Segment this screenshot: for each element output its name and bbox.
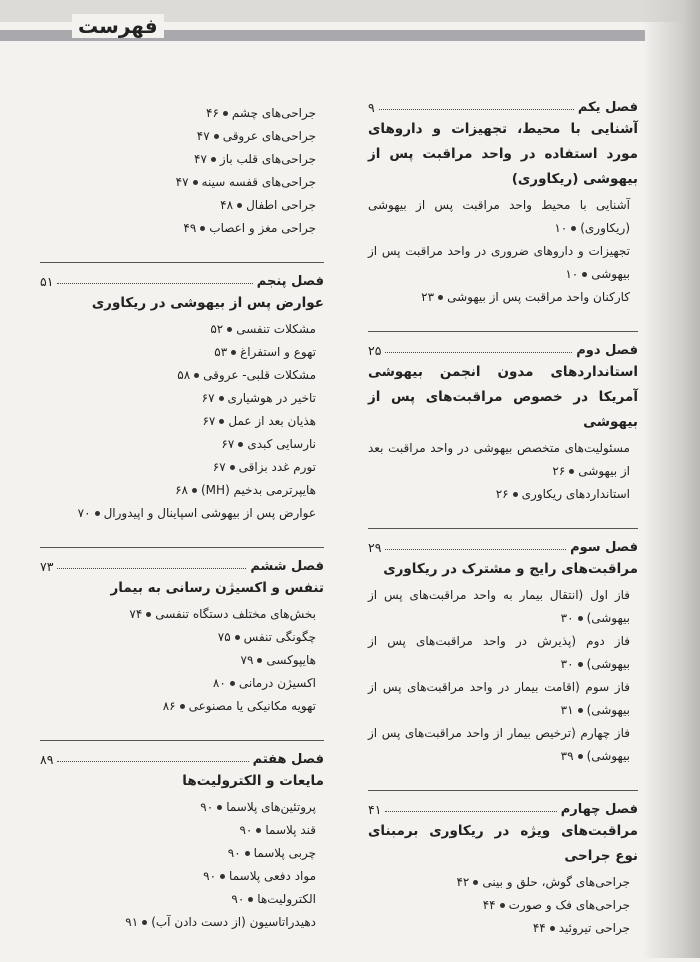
toc-entry[interactable] [40, 796, 316, 819]
toc-entry[interactable] [40, 502, 316, 525]
toc-entry[interactable] [368, 483, 630, 506]
bullet-icon [513, 492, 518, 497]
chapter-label: فصل چهارم [560, 802, 638, 817]
entry-page-number: ۷۰ [77, 506, 91, 520]
entry-text: الکترولیت‌ها [257, 892, 316, 906]
entry-list [368, 194, 638, 309]
chapter-separator [368, 331, 638, 332]
toc-entry[interactable] [40, 603, 316, 626]
chapter-page-number: ۲۵ [368, 343, 382, 358]
page-title: فهرست [72, 14, 164, 38]
toc-entry[interactable] [368, 286, 630, 309]
chapter-title: مراقبت‌های ویژه در ریکاوری برمبنای نوع جراحی [368, 823, 638, 864]
entry-page-number: ۵۸ [177, 368, 191, 382]
chapter-title: آشنایی با محیط، تجهیزات و داروهای مورد استفاده در واحد مراقبت پس از بیهوشی (ریکاوری) [368, 121, 638, 187]
entry-list [40, 102, 324, 240]
bullet-icon [217, 805, 222, 810]
entry-text: چربی پلاسما [253, 846, 316, 860]
entry-page-number: ۸۶ [162, 699, 176, 713]
bullet-icon [578, 662, 583, 667]
toc-entry[interactable] [368, 584, 630, 630]
chapter-separator [368, 790, 638, 791]
entry-page-number: ۶۸ [175, 483, 188, 497]
chapter-section [368, 528, 638, 768]
toc-entry[interactable] [40, 194, 316, 217]
toc-entry[interactable] [368, 722, 630, 768]
bullet-icon [211, 157, 216, 162]
chapter-title: عوارض پس از بیهوشی در ریکاوری [91, 295, 324, 311]
chapter-title: تنفس و اکسیژن رسانی به بیمار [110, 580, 324, 596]
entry-text: دهیدراتاسیون (از دست دادن آب) [151, 915, 316, 929]
bullet-icon [230, 681, 235, 686]
entry-page-number: ۹۰ [239, 823, 253, 837]
toc-entry[interactable] [40, 842, 316, 865]
entry-page-number: ۴۸ [220, 198, 234, 212]
bullet-icon [245, 851, 250, 856]
entry-text: مشکلات تنفسی [236, 322, 316, 336]
chapter-label: فصل دوم [576, 343, 638, 358]
dot-leader [385, 352, 572, 353]
toc-column-right [368, 95, 638, 962]
chapter-separator [40, 740, 324, 741]
bullet-icon [550, 926, 555, 931]
chapter-title: مایعات و الکترولیت‌ها [182, 773, 324, 789]
chapter-page-number: ۹ [368, 100, 375, 115]
toc-entry[interactable] [40, 456, 316, 479]
entry-page-number: ۷۴ [129, 607, 143, 621]
entry-page-number: ۶۷ [221, 437, 235, 451]
toc-entry[interactable] [368, 871, 630, 894]
bullet-icon [473, 880, 478, 885]
toc-entry[interactable] [40, 217, 316, 240]
bullet-icon [192, 488, 197, 493]
toc-entry[interactable] [40, 387, 316, 410]
bullet-icon [219, 396, 224, 401]
chapter-page-number: ۸۹ [40, 752, 54, 767]
entry-page-number: ۶۷ [201, 391, 215, 405]
bullet-icon [200, 226, 205, 231]
bullet-icon [223, 111, 228, 116]
chapter-separator [40, 547, 324, 548]
toc-entry[interactable] [40, 410, 316, 433]
entry-text: تهوع و استفراغ [240, 345, 316, 359]
bullet-icon [142, 920, 147, 925]
entry-text: جراحی‌های قلب باز [219, 152, 316, 166]
toc-entry[interactable] [40, 649, 316, 672]
toc-column-left [40, 102, 324, 956]
toc-entry[interactable] [40, 171, 316, 194]
bullet-icon [582, 272, 587, 277]
chapter-label: فصل ششم [250, 559, 324, 574]
bullet-icon [146, 612, 151, 617]
chapter-page-number: ۴۱ [368, 802, 382, 817]
bullet-icon [220, 874, 225, 879]
entry-text: جراحی‌های گوش، حلق و بینی [482, 875, 630, 889]
entry-text: کارکنان واحد مراقبت پس از بیهوشی [447, 290, 630, 304]
entry-text: فاز سوم (اقامت بیمار در واحد مراقبت‌های پس از بیهوشی) [368, 680, 630, 717]
entry-page-number: ۷۵ [217, 630, 231, 644]
bullet-icon [238, 442, 243, 447]
chapter-title: استانداردهای مدون انجمن بیهوشی آمریکا در خصوص مراقبت‌های پس از بیهوشی [368, 364, 638, 430]
chapter-page-number: ۷۳ [40, 559, 54, 574]
bullet-icon [578, 708, 583, 713]
entry-page-number: ۴۴ [482, 898, 496, 912]
chapter-heading[interactable] [40, 554, 324, 574]
entry-text: جراحی مغز و اعصاب [209, 221, 316, 235]
bullet-icon [193, 180, 198, 185]
entry-text: مواد دفعی پلاسما [229, 869, 316, 883]
chapter-label: فصل سوم [570, 540, 638, 555]
chapter-section [368, 95, 638, 309]
entry-text: تاخیر در هوشیاری [227, 391, 316, 405]
toc-entry[interactable] [40, 911, 316, 934]
entry-page-number: ۹۰ [231, 892, 245, 906]
toc-entry[interactable] [368, 630, 630, 676]
entry-text: جراحی تیروئید [558, 921, 630, 935]
entry-page-number: ۱۰ [554, 221, 568, 235]
bullet-icon [237, 203, 242, 208]
entry-page-number: ۹۰ [200, 800, 214, 814]
toc-entry[interactable] [368, 917, 630, 940]
chapter-section [40, 102, 324, 240]
bullet-icon [578, 616, 583, 621]
chapter-label: فصل پنجم [256, 274, 324, 289]
toc-entry[interactable] [40, 626, 316, 649]
toc-entry[interactable] [40, 672, 316, 695]
toc-entry[interactable] [40, 148, 316, 171]
toc-entry[interactable] [368, 240, 630, 286]
entry-text: جراحی‌های قفسه سینه [201, 175, 316, 189]
toc-entry[interactable] [40, 341, 316, 364]
chapter-heading[interactable] [368, 535, 638, 555]
entry-list [368, 584, 638, 768]
entry-page-number: ۵۳ [214, 345, 228, 359]
entry-text: جراحی‌های فک و صورت [508, 898, 630, 912]
chapter-title: مراقبت‌های رایج و مشترک در ریکاوری [383, 561, 638, 577]
bullet-icon [500, 903, 505, 908]
chapter-section [368, 331, 638, 506]
chapter-label: فصل هفتم [252, 752, 324, 767]
entry-text: مسئولیت‌های متخصص بیهوشی در واحد مراقبت بعد از بیهوشی [368, 441, 630, 478]
entry-page-number: ۴۷ [196, 129, 210, 143]
bullet-icon [95, 511, 100, 516]
bullet-icon [438, 295, 443, 300]
entry-page-number: ۹۱ [125, 915, 139, 929]
entry-list [368, 437, 638, 506]
entry-list [40, 603, 324, 718]
toc-entry[interactable] [40, 819, 316, 842]
dot-leader [385, 811, 556, 812]
chapter-section [40, 547, 324, 718]
entry-text: عوارض پس از بیهوشی اسپاینال و اپیدورال [103, 506, 316, 520]
bullet-icon [256, 828, 261, 833]
toc-entry[interactable] [40, 318, 316, 341]
chapter-separator [368, 528, 638, 529]
dot-leader [57, 568, 246, 569]
entry-text: بخش‌های مختلف دستگاه تنفسی [155, 607, 316, 621]
entry-page-number: ۷۹ [240, 653, 254, 667]
toc-entry[interactable] [368, 194, 630, 240]
entry-page-number: ۴۹ [183, 221, 197, 235]
entry-page-number: ۱۰ [565, 267, 579, 281]
entry-text: استانداردهای ریکاوری [521, 487, 630, 501]
toc-entry[interactable] [368, 894, 630, 917]
bullet-icon [180, 704, 185, 709]
toc-entry[interactable] [40, 364, 316, 387]
toc-entry[interactable] [40, 865, 316, 888]
entry-page-number: ۴۶ [206, 106, 219, 120]
entry-page-number: ۶۷ [212, 460, 226, 474]
entry-text: اکسیژن درمانی [238, 676, 316, 690]
chapter-page-number: ۲۹ [368, 540, 382, 555]
chapter-section [368, 790, 638, 940]
entry-page-number: ۳۹ [560, 749, 574, 763]
chapter-label: فصل یکم [577, 100, 638, 115]
entry-text: جراحی‌های چشم [231, 106, 316, 120]
toc-entry[interactable] [368, 437, 630, 483]
entry-page-number: ۶۷ [202, 414, 216, 428]
entry-list [40, 796, 324, 934]
chapter-heading[interactable] [368, 338, 638, 358]
bullet-icon [248, 897, 253, 902]
chapter-page-number: ۵۱ [40, 274, 54, 289]
chapter-heading[interactable] [368, 95, 638, 115]
entry-page-number: ۲۶ [495, 487, 509, 501]
bullet-icon [257, 658, 262, 663]
entry-text: تورم غدد بزاقی [238, 460, 316, 474]
bullet-icon [235, 635, 240, 640]
entry-text: جراحی اطفال [246, 198, 316, 212]
entry-page-number: ۴۷ [194, 152, 207, 166]
toc-entry[interactable] [40, 695, 316, 718]
entry-page-number: ۳۱ [560, 703, 574, 717]
entry-text: چگونگی تنفس [243, 630, 316, 644]
bullet-icon [227, 327, 232, 332]
entry-text: مشکلات قلبی- عروقی [203, 368, 316, 382]
bullet-icon [219, 419, 224, 424]
toc-entry[interactable] [40, 102, 316, 125]
dot-leader [379, 109, 574, 110]
bullet-icon [230, 465, 235, 470]
entry-text: آشنایی با محیط واحد مراقبت پس از بیهوشی (ریکاوری) [368, 198, 630, 235]
bullet-icon [194, 373, 199, 378]
toc-entry[interactable] [40, 479, 316, 502]
toc-entry[interactable] [368, 676, 630, 722]
bullet-icon [569, 469, 574, 474]
entry-text: نارسایی کبدی [247, 437, 316, 451]
bullet-icon [571, 226, 576, 231]
entry-text: هایپرترمی بدخیم (MH) [200, 483, 316, 497]
entry-page-number: ۹۰ [227, 846, 241, 860]
bullet-icon [214, 134, 219, 139]
dot-leader [57, 283, 252, 284]
dot-leader [385, 549, 566, 550]
toc-entry[interactable] [40, 433, 316, 456]
entry-text: قند پلاسما [265, 823, 316, 837]
entry-page-number: ۳۰ [560, 611, 574, 625]
chapter-heading[interactable] [40, 269, 324, 289]
entry-page-number: ۸۰ [212, 676, 226, 690]
entry-page-number: ۲۶ [552, 464, 566, 478]
bullet-icon [231, 350, 236, 355]
entry-text: هایپوکسی [266, 653, 316, 667]
entry-list [368, 871, 638, 940]
entry-page-number: ۲۳ [421, 290, 435, 304]
entry-page-number: ۳۰ [560, 657, 574, 671]
entry-text: تهویه مکانیکی یا مصنوعی [188, 699, 316, 713]
chapter-separator [40, 262, 324, 263]
entry-text: فاز دوم (پذیرش در واحد مراقبت‌های پس از بیهوشی) [368, 634, 630, 671]
chapter-heading[interactable] [368, 797, 638, 817]
chapter-heading[interactable] [40, 747, 324, 767]
page-edge-shadow [642, 0, 700, 958]
entry-text: پروتئین‌های پلاسما [226, 800, 316, 814]
entry-text: تجهیزات و داروهای ضروری در واحد مراقبت پس از بیهوشی [368, 244, 630, 281]
bullet-icon [578, 754, 583, 759]
entry-page-number: ۴۴ [532, 921, 546, 935]
toc-entry[interactable] [40, 125, 316, 148]
entry-text: فاز اول (انتقال بیمار به واحد مراقبت‌های پس از بیهوشی) [368, 588, 630, 625]
chapter-section [40, 262, 324, 525]
entry-text: هذیان بعد از عمل [228, 414, 316, 428]
entry-page-number: ۵۲ [210, 322, 224, 336]
entry-page-number: ۴۲ [456, 875, 470, 889]
entry-page-number: ۹۰ [203, 869, 217, 883]
entry-list [40, 318, 324, 525]
chapter-section [40, 740, 324, 934]
dot-leader [57, 761, 248, 762]
entry-text: فاز چهارم (ترخیص بیمار از واحد مراقبت‌های پس از بیهوشی) [368, 726, 630, 763]
toc-entry[interactable] [40, 888, 316, 911]
entry-page-number: ۴۷ [175, 175, 189, 189]
entry-text: جراحی‌های عروقی [222, 129, 316, 143]
